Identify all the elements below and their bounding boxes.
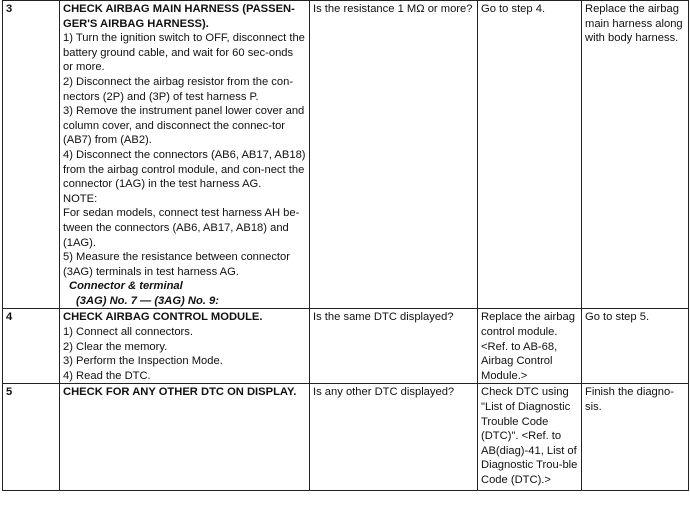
note-text: For sedan models, connect test harness AH be-tween the connectors (AB6, AB17, AB18) and (1AG). (63, 207, 300, 249)
table-row-step-4 (3, 309, 689, 384)
step-number: 5 (3, 384, 60, 491)
yes-cell: Check DTC using "List of Diagnostic Trouble Code (DTC)". <Ref. to AB(diag)-41, List of Diagnostic Trou-ble Code (DTC).> (478, 384, 582, 491)
note-label: NOTE: (63, 192, 98, 205)
check-instruction: 3) Perform the Inspection Mode. (63, 355, 223, 368)
check-title: CHECK AIRBAG CONTROL MODULE. (63, 311, 263, 324)
spec-value: (3AG) No. 7 — (3AG) No. 9: (76, 294, 219, 307)
check-title: CHECK FOR ANY OTHER DTC ON DISPLAY. (63, 386, 297, 399)
yes-cell: Go to step 4. (478, 1, 582, 309)
no-cell: Replace the airbag main harness along with body harness. (582, 1, 689, 309)
table-row-step-3 (3, 1, 689, 309)
check-instruction: 2) Clear the memory. (63, 340, 168, 353)
check-cell (60, 384, 310, 491)
check-cell (60, 309, 310, 384)
check-instruction: 2) Disconnect the airbag resistor from the con-nectors (2P) and (3P) of test harness P. (63, 75, 294, 103)
step-number: 3 (3, 1, 60, 309)
check-cell (60, 1, 310, 309)
check-instruction: 1) Turn the ignition switch to OFF, disconnect the battery ground cable, and wait for 60 sec-onds or more. (63, 32, 305, 74)
spec-label: Connector & terminal (69, 280, 183, 293)
check-instruction: 5) Measure the resistance between connector (3AG) terminals in test harness AG. (63, 251, 290, 278)
no-cell: Finish the diagno-sis. (582, 384, 689, 491)
check-instruction: 4) Read the DTC. (63, 369, 151, 382)
check-instruction: 3) Remove the instrument panel lower cover and column cover, and disconnect the connec-tor (AB7) from (AB2). (63, 105, 305, 147)
step-number: 4 (3, 309, 60, 384)
no-cell: Go to step 5. (582, 309, 689, 384)
check-instruction: 1) Connect all connectors. (63, 326, 193, 339)
value-cell: Is the same DTC displayed? (310, 309, 478, 384)
diagnostic-procedure-table (2, 0, 689, 491)
value-cell: Is any other DTC displayed? (310, 384, 478, 491)
yes-cell: Replace the airbag control module. <Ref. to AB-68, Airbag Control Module.> (478, 309, 582, 384)
table-row-step-5 (3, 384, 689, 491)
check-instruction: 4) Disconnect the connectors (AB6, AB17, AB18) from the airbag control module, and con-nect the connector (1AG) in the test harness AG. (63, 148, 306, 191)
check-title: CHECK AIRBAG MAIN HARNESS (PASSEN-GER'S AIRBAG HARNESS). (63, 3, 295, 30)
value-cell: Is the resistance 1 MΩ or more? (310, 1, 478, 309)
